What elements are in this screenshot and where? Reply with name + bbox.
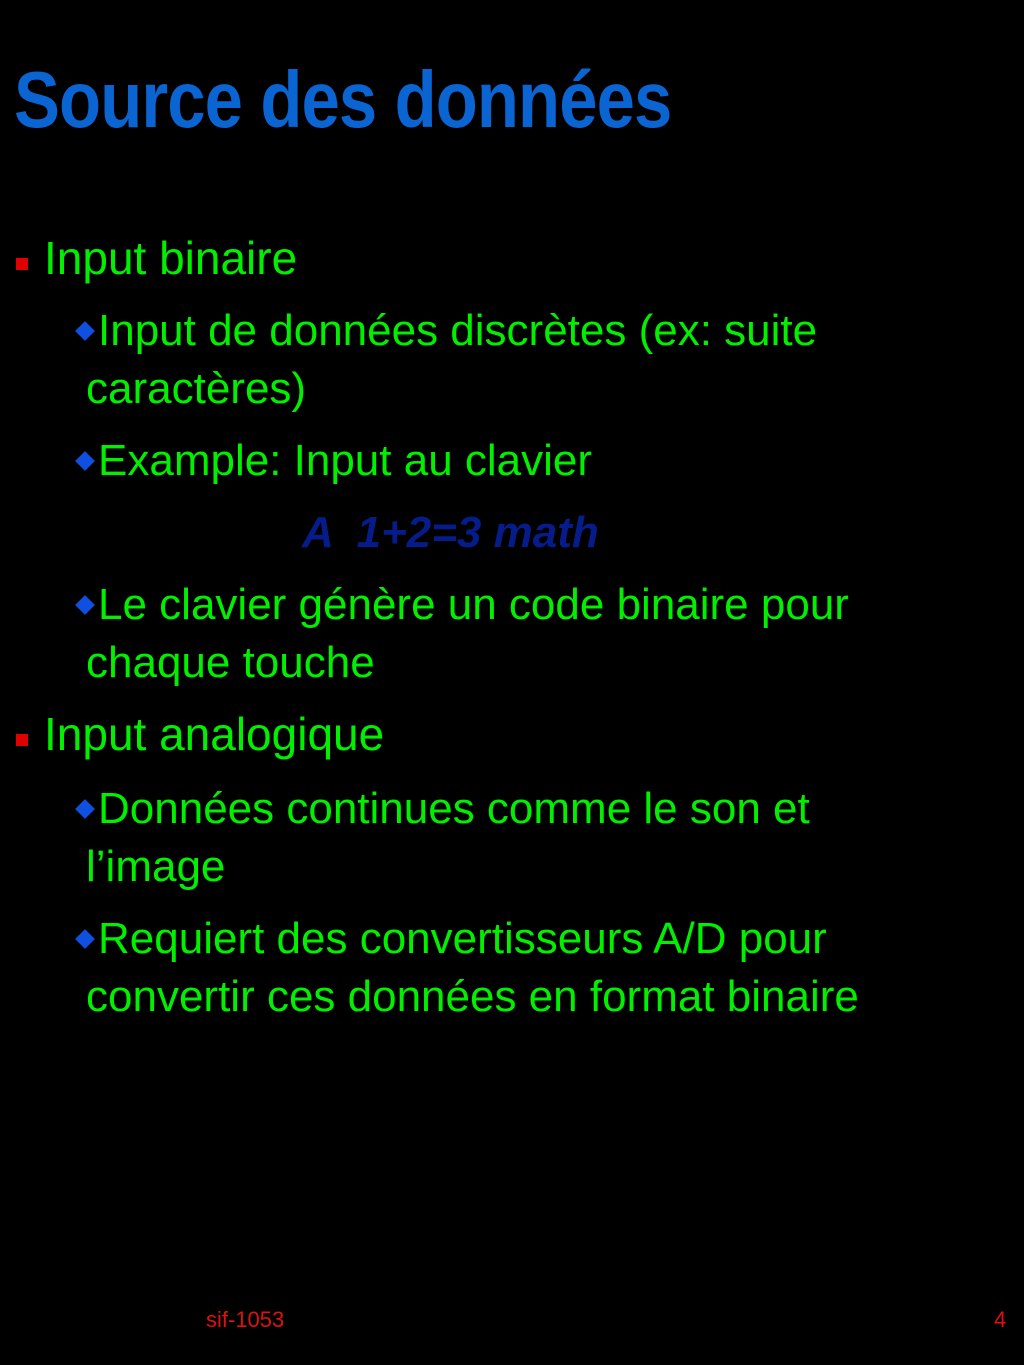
blue-diamond-icon: [75, 451, 95, 471]
bullet-donnees-continues: [86, 780, 810, 896]
bullet-text-line: chaque touche: [86, 638, 375, 687]
section-heading-input-binaire: Input binaire: [44, 232, 298, 284]
bullet-convertisseurs-ad: [86, 910, 859, 1026]
keyboard-example-text: A 1+2=3 math: [302, 508, 599, 557]
bullet-text-line: Example: Input au clavier: [98, 436, 593, 485]
blue-diamond-icon: [75, 595, 95, 615]
blue-diamond-icon: [75, 799, 95, 819]
bullet-example-clavier: [86, 432, 592, 490]
red-square-icon: [16, 734, 28, 746]
bullet-text-line: l’image: [86, 842, 226, 891]
bullet-text-line: Données continues comme le son et: [98, 784, 810, 833]
slide-title: Source des données: [14, 55, 672, 144]
section-heading-input-analogique: Input analogique: [44, 708, 385, 760]
bullet-clavier-code-binaire: [86, 576, 849, 692]
bullet-input-donnees-discretes: [86, 302, 817, 418]
red-square-icon: [16, 258, 28, 270]
footer-course-code: sif-1053: [206, 1307, 285, 1332]
blue-diamond-icon: [75, 321, 95, 341]
footer-page-number: 4: [994, 1307, 1007, 1332]
bullet-text-line: convertir ces données en format binaire: [86, 972, 859, 1021]
bullet-text-line: Le clavier génère un code binaire pour: [98, 580, 849, 629]
blue-diamond-icon: [75, 929, 95, 949]
bullet-text-line: Requiert des convertisseurs A/D pour: [98, 914, 827, 963]
bullet-text-line: Input de données discrètes (ex: suite: [98, 306, 818, 355]
bullet-text-line: caractères): [86, 364, 307, 413]
